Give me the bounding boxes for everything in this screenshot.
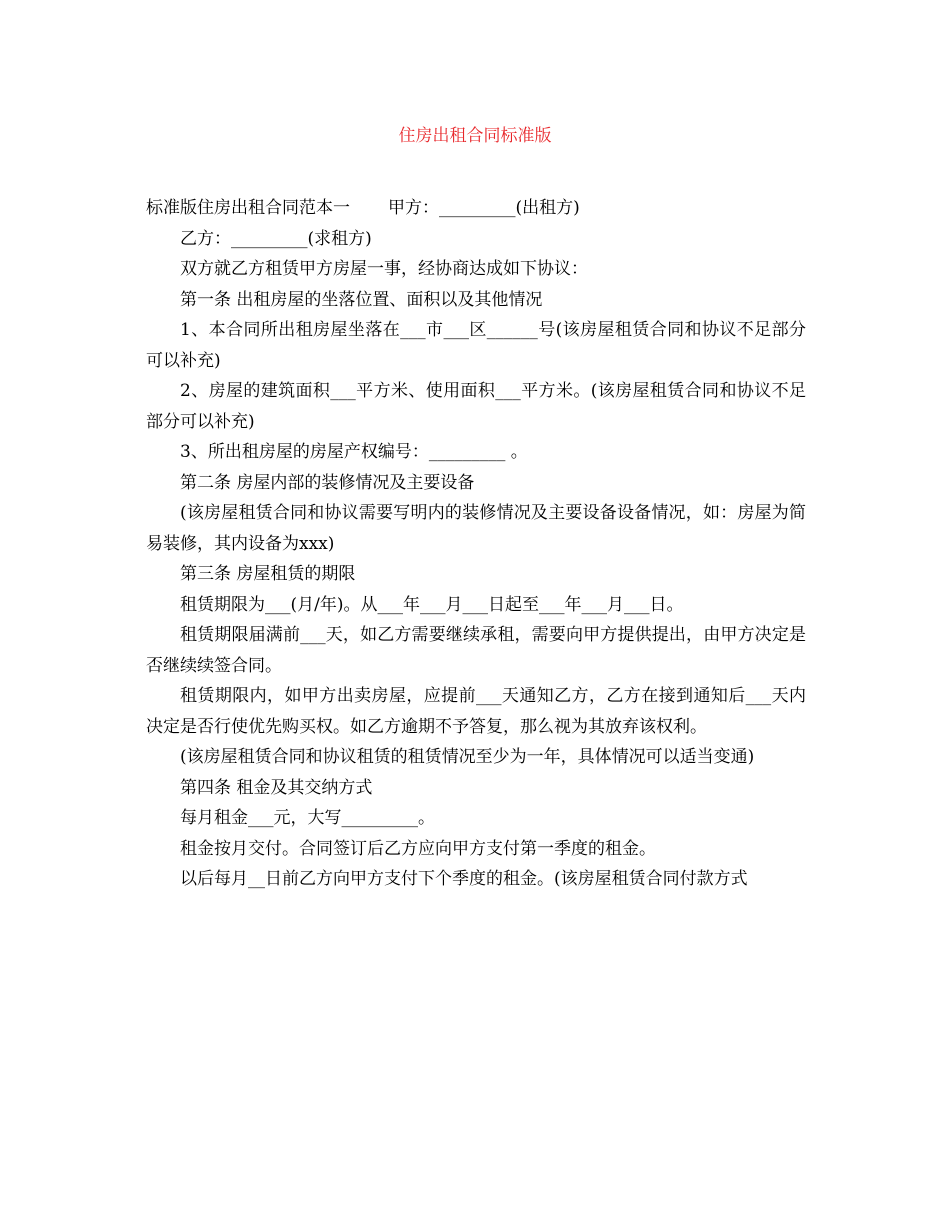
article-2-note: (该房屋租赁合同和协议需要写明内的装修情况及主要设备设备情况，如：房屋为简易装修，其内设备为xxx) [146, 503, 806, 554]
agreement-preamble: 双方就乙方租赁甲方房屋一事，经协商达成如下协议： [180, 259, 588, 279]
article-3-note: (该房屋租赁合同和协议租赁的租赁情况至少为一年，具体情况可以适当变通) [180, 747, 755, 767]
lease-term-line: 租赁期限为___(月/年)。从___年___月___日起至___年___月___日。 [180, 594, 684, 615]
rent-payment-line: 租金按月交付。合同签订后乙方应向甲方支付第一季度的租金。 [180, 838, 656, 859]
party-a-line: 甲方：_________(出租方) [388, 198, 580, 218]
intro-line [146, 193, 806, 224]
document-title: 住房出租合同标准版 [398, 126, 552, 146]
subsequent-payment-line: 以后每月__日前乙方向甲方支付下个季度的租金。(该房屋租赁合同付款方式 [180, 869, 748, 889]
monthly-rent-line: 每月租金___元，大写_________。 [180, 808, 435, 828]
article-1-heading: 第一条 出租房屋的坐落位置、面积以及其他情况 [180, 289, 543, 310]
article-1-item-2: 2、房屋的建筑面积___平方米、使用面积___平方米。(该房屋租赁合同和协议不足部分可以补充) [146, 381, 806, 432]
party-b-line: 乙方：_________(求租方) [180, 228, 372, 249]
article-2-heading: 第二条 房屋内部的装修情况及主要设备 [180, 472, 475, 493]
lease-renewal-paragraph: 租赁期限届满前___天，如乙方需要继续承租，需要向甲方提供提出，由甲方决定是否继续续签合同。 [146, 625, 806, 676]
article-4-heading: 第四条 租金及其交纳方式 [180, 777, 373, 798]
document-body [146, 193, 806, 895]
article-3-heading: 第三条 房屋租赁的期限 [180, 564, 356, 584]
template-name: 标准版住房出租合同范本一 [146, 198, 350, 218]
preemptive-right-paragraph: 租赁期限内，如甲方出卖房屋，应提前___天通知乙方，乙方在接到通知后___天内决定是否行使优先购买权。如乙方逾期不予答复，那么视为其放弃该权利。 [146, 686, 806, 737]
article-1-item-1: 1、本合同所出租房屋坐落在___市___区______号(该房屋租赁合同和协议不足部分可以补充) [146, 320, 806, 371]
article-1-item-3: 3、所出租房屋的房屋产权编号：_________ 。 [180, 442, 528, 462]
